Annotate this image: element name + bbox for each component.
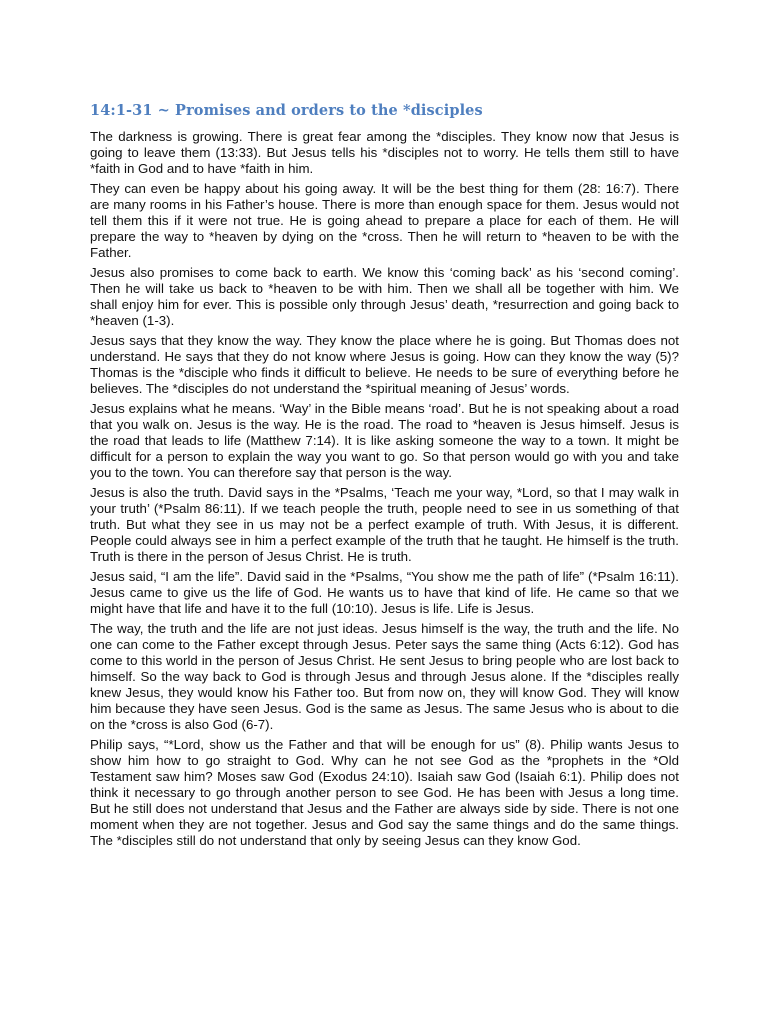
paragraph-5: Jesus explains what he means. ‘Way’ in the Bible means ‘road’. But he is not speaking about a road that you walk on. Jesus is the way. He is the road. The road to *heaven is Jesus himself. Jesus is the road that leads to life (Matthew 7:14). It is like asking someone the way to a town. It might be difficult for a person to explain the way you want to go. So that person would go with you and take you to the town. You can therefore say that person is the way. — [90, 401, 679, 480]
paragraph-1: The darkness is growing. There is great fear among the *disciples. They know now that Jesus is going to leave them (13:33). But Jesus tells his *disciples not to worry. He tells them still to have *faith in God and to have *faith in him. — [90, 129, 679, 176]
paragraph-8: The way, the truth and the life are not just ideas. Jesus himself is the way, the truth and the life. No one can come to the Father except through Jesus. Peter says the same thing (Acts 6:12). God has come to this world in the person of Jesus Christ. He sent Jesus to bring people who are lost back to himself. So the way back to God is through Jesus and through Jesus alone. If the *disciples really knew Jesus, they would know his Father too. But from now on, they will know God. They will know him because they have seen Jesus. God is the same as Jesus. The same Jesus who is about to die on the *cross is also God (6-7). — [90, 621, 679, 732]
section-heading: 14:1-31 ~ Promises and orders to the *disciples — [90, 102, 483, 119]
paragraph-3: Jesus also promises to come back to earth. We know this ‘coming back’ as his ‘second coming’. Then he will take us back to *heaven to be with him. Then we shall all be together with him. We shall enjoy him for ever. This is possible only through Jesus’ death, *resurrection and going back to *heaven (1-3). — [90, 265, 679, 328]
paragraph-9: Philip says, “*Lord, show us the Father and that will be enough for us” (8). Philip wants Jesus to show him how to go straight to God. Why can he not see God as the *prophets in the *Old Testament saw him? Moses saw God (Exodus 24:10). Isaiah saw God (Isaiah 6:1). Philip does not think it necessary to go through another person to see God. He has been with Jesus a long time. But he still does not understand that Jesus and the Father are always side by side. There is not one moment when they are not together. Jesus and God say the same things and do the same things. The *disciples still do not understand that only by seeing Jesus can they know God. — [90, 737, 679, 848]
paragraph-2: They can even be happy about his going away. It will be the best thing for them (28: 16:7). There are many rooms in his Father’s house. There is more than enough space for them. Jesus would not tell them this if it were not true. He is going ahead to prepare a place for each of them. He will prepare the way to *heaven by dying on the *cross. Then he will return to *heaven to be with the Father. — [90, 181, 679, 260]
paragraph-7: Jesus said, “I am the life”. David said in the *Psalms, “You show me the path of life” (*Psalm 16:11). Jesus came to give us the life of God. He wants us to have that kind of life. He came so that we might have that life and have it to the full (10:10). Jesus is life. Life is Jesus. — [90, 569, 679, 616]
document-body — [90, 102, 679, 853]
paragraph-4: Jesus says that they know the way. They know the place where he is going. But Thomas does not understand. He says that they do not know where Jesus is going. How can they know the way (5)? Thomas is the *disciple who finds it difficult to believe. He needs to be sure of everything before he believes. The *disciples do not understand the *spiritual meaning of Jesus’ words. — [90, 333, 679, 396]
paragraph-6: Jesus is also the truth. David says in the *Psalms, ‘Teach me your way, *Lord, so that I may walk in your truth’ (*Psalm 86:11). If we teach people the truth, people need to see in us something of that truth. But what they see in us may not be a perfect example of truth. With Jesus, it is different. People could always see in him a perfect example of the truth that he taught. He himself is the truth. Truth is there in the person of Jesus Christ. He is truth. — [90, 485, 679, 564]
